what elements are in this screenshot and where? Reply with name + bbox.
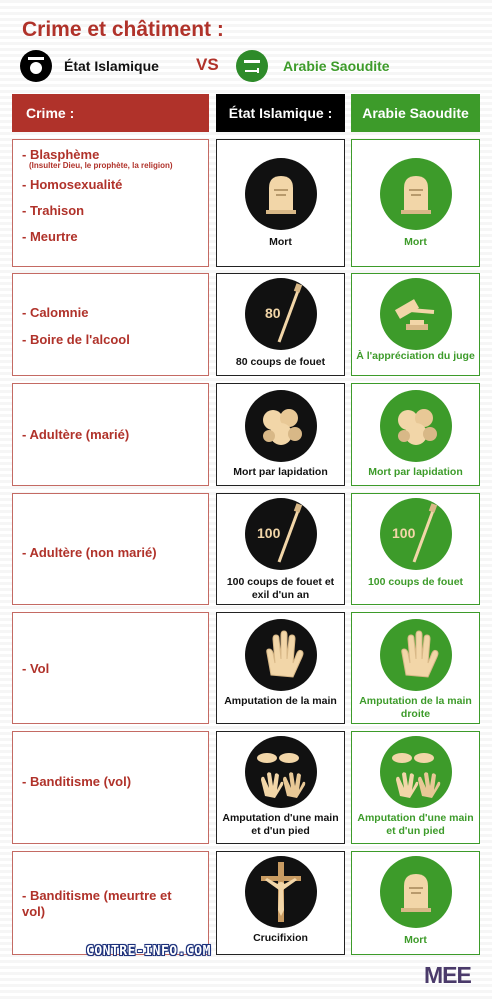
crucifix-icon: [245, 856, 317, 928]
punishment-caption: Amputation de la main droite: [359, 695, 472, 720]
crime-cell-row-6: [12, 851, 209, 955]
crime-label: - Adultère (non marié): [22, 545, 157, 560]
is-punishment-cell-row-6: [216, 851, 345, 955]
legend-vs: VS: [196, 55, 219, 74]
svg-text:100: 100: [391, 525, 415, 541]
is-punishment-cell-row-5: [216, 731, 345, 844]
punishment-caption: Crucifixion: [253, 932, 308, 944]
hands-feet-icon: [380, 736, 452, 808]
column-header-crime: Crime :: [12, 94, 209, 132]
punishment-caption: Mort par lapidation: [233, 466, 328, 478]
legend-sa-label: Arabie Saoudite: [283, 58, 390, 74]
sa-punishment-cell-row-0: [351, 139, 480, 267]
page-title: Crime et châtiment :: [22, 18, 224, 41]
punishment-caption: À l'appréciation du juge: [356, 350, 475, 362]
punishment-caption: Mort: [404, 934, 427, 946]
crime-cell-row-5: [12, 731, 209, 844]
crime-cell-row-3: [12, 493, 209, 605]
crime-label: - Calomnie: [22, 305, 89, 320]
column-header-sa: Arabie Saoudite: [351, 94, 480, 132]
punishment-caption: 100 coups de fouet: [367, 576, 464, 588]
is-punishment-cell-row-1: [216, 273, 345, 376]
sa-punishment-cell-row-2: [351, 383, 480, 486]
crime-label: - Vol: [22, 661, 50, 676]
crime-cell-row-4: [12, 612, 209, 724]
svg-text:80: 80: [264, 305, 281, 321]
tombstone-icon: [245, 158, 317, 230]
stones-icon: [245, 390, 317, 462]
crime-label: - Banditisme (vol): [22, 774, 132, 789]
crime-label: - Trahison: [22, 203, 85, 218]
is-punishment-cell-row-0: [216, 139, 345, 267]
punishment-caption: 80 coups de fouet: [235, 356, 326, 368]
punishment-caption: Amputation d'une main et d'un pied: [222, 812, 339, 837]
crime-cell-row-0: [12, 139, 209, 267]
svg-text:100: 100: [256, 525, 280, 541]
is-punishment-cell-row-4: [216, 612, 345, 724]
crime-cell-row-1: [12, 273, 209, 376]
whip-icon: [245, 278, 317, 350]
punishment-caption: 100 coups de fouet et exil d'un an: [226, 576, 335, 601]
crime-cell-row-2: [12, 383, 209, 486]
saudi-flag-icon: [236, 50, 268, 82]
mee-logo: MEE: [424, 962, 471, 988]
crime-note: (Insulter Dieu, le prophète, la religion): [29, 161, 173, 170]
is-punishment-cell-row-2: [216, 383, 345, 486]
tombstone-icon: [380, 158, 452, 230]
whip-icon: [245, 498, 317, 570]
punishment-caption: Mort: [404, 236, 427, 248]
legend-is-label: État Islamique: [64, 58, 159, 74]
crime-label: - Homosexualité: [22, 177, 123, 192]
sa-punishment-cell-row-5: [351, 731, 480, 844]
crime-label: - Banditisme (meurtre et vol): [22, 888, 172, 919]
crime-label: - Meurtre: [22, 229, 78, 244]
isis-flag-icon: [20, 50, 52, 82]
hands-feet-icon: [245, 736, 317, 808]
whip-icon: [380, 498, 452, 570]
punishment-caption: Amputation de la main: [224, 695, 337, 707]
sa-punishment-cell-row-4: [351, 612, 480, 724]
punishment-caption: Mort: [269, 236, 292, 248]
stones-icon: [380, 390, 452, 462]
column-header-is: État Islamique :: [216, 94, 345, 132]
hand-icon: [245, 619, 317, 691]
punishment-caption: Amputation d'une main et d'un pied: [357, 812, 474, 837]
crime-label: - Adultère (marié): [22, 427, 130, 442]
crime-label: - Boire de l'alcool: [22, 332, 130, 347]
watermark: CONTRE-INFO.COM: [86, 944, 211, 959]
sa-punishment-cell-row-6: [351, 851, 480, 955]
crime-label: - Blasphème: [22, 147, 100, 162]
punishment-caption: Mort par lapidation: [368, 466, 463, 478]
tombstone-icon: [380, 856, 452, 928]
sa-punishment-cell-row-3: [351, 493, 480, 605]
sa-punishment-cell-row-1: [351, 273, 480, 376]
gavel-icon: [380, 278, 452, 350]
is-punishment-cell-row-3: [216, 493, 345, 605]
hand-icon: [380, 619, 452, 691]
